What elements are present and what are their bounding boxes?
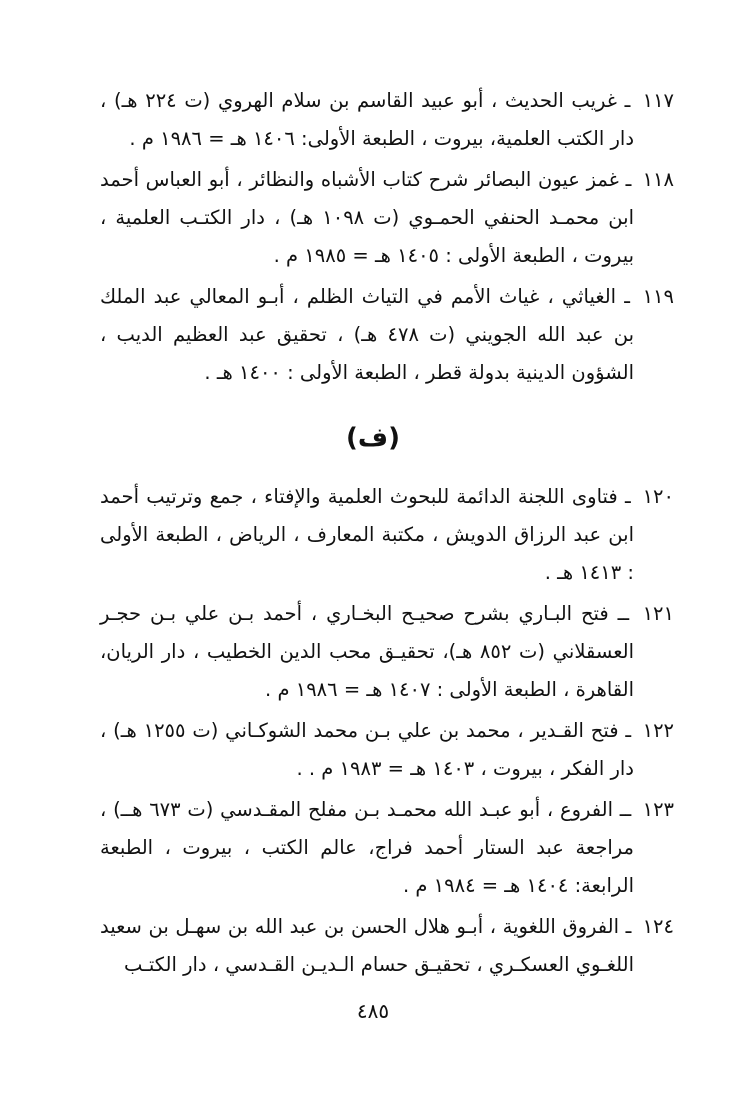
- entry-number: ١١٧: [642, 89, 675, 112]
- entry-number: ١٢١: [642, 602, 674, 625]
- entry-number: ١٢٤: [642, 915, 674, 938]
- section-heading-fa: (ف): [346, 423, 400, 453]
- entry-text: ـ الغياثي ، غياث الأمم في التياث الظلم ، أبـو المعالي عبد الملك بن عبد الله الجويني (ت ٤٧٨ هـ) ، تحقيق عبد العظيم الديب ، الشؤون الدينية بدولة قطر ، الطبعة الأولى : ١٤٠٠ هـ .: [100, 285, 635, 384]
- entry-number: ١١٩: [642, 285, 674, 308]
- bibliography-entry-124: [100, 908, 674, 984]
- entry-text: ـ فتاوى اللجنة الدائمة للبحوث العلمية والإفتاء ، جمع وترتيب أحمد ابن عبد الرزاق الدويش ، مكتبة المعارف ، الرياض ، الطبعة الأولى : ١٤١٣ هـ .: [100, 485, 634, 584]
- entry-text: ــ الفروع ، أبو عبـد الله محمـد بـن مفلح المقـدسي (ت ٦٧٣ هــ) ، مراجعة عبد الستار أحمد فراج، عالم الكتب ، بيروت ، الطبعة الرابعة: ١٤٠٤ هـ = ١٩٨٤ م .: [100, 798, 634, 897]
- entry-number: ١٢٣: [642, 798, 675, 821]
- bibliography-entry-120: [100, 478, 674, 592]
- entry-text: ـ الفروق اللغوية ، أبـو هلال الحسن بن عبد الله بن سهـل بن سعيد اللغـوي العسكـري ، تحقيـق حسام الـديـن القـدسي ، دار الكتـب: [100, 915, 634, 976]
- page-number: ٤٨٥: [356, 999, 390, 1023]
- bibliography-entry-122: [100, 712, 674, 788]
- entry-number: ١١٨: [642, 168, 674, 191]
- bibliography-entry-119: [100, 278, 674, 392]
- entry-text: ـ غريب الحديث ، أبو عبيد القاسم بن سلام الهروي (ت ٢٢٤ هـ) ، دار الكتب العلمية، بيروت ، الطبعة الأولى: ١٤٠٦ هـ = ١٩٨٦ م .: [100, 89, 634, 150]
- entry-text: ـ غمز عيون البصائر شرح كتاب الأشباه والنظائر ، أبو العباس أحمد ابن محمـد الحنفي الحمـوي (ت ١٠٩٨ هـ) ، دار الكتـب العلمية ، بيروت ، الطبعة الأولى : ١٤٠٥ هـ = ١٩٨٥ م .: [100, 168, 634, 267]
- bibliography-entry-118: [100, 161, 674, 275]
- entry-text: ــ فتح البـاري بشرح صحيـح البخـاري ، أحمد بـن علي بـن حجـر العسقلاني (ت ٨٥٢ هـ)، تحقيـق محب الدين الخطيب ، دار الريان، القاهرة ، الطبعة الأولى : ١٤٠٧ هـ = ١٩٨٦ م .: [100, 602, 634, 701]
- bibliography-list-fa: [100, 478, 674, 987]
- bibliography-entry-121: [100, 595, 674, 709]
- entry-number: ١٢٢: [642, 719, 675, 742]
- bibliography-entry-117: [100, 82, 674, 158]
- entry-number: ١٢٠: [642, 485, 674, 508]
- entry-text: ـ فتح القـدير ، محمد بن علي بـن محمد الشوكـاني (ت ١٢٥٥ هـ) ، دار الفكر ، بيروت ، ١٤٠٣ هـ = ١٩٨٣ م . .: [100, 719, 634, 780]
- bibliography-entry-123: [100, 791, 674, 905]
- bibliography-list-ghayn: [100, 82, 674, 395]
